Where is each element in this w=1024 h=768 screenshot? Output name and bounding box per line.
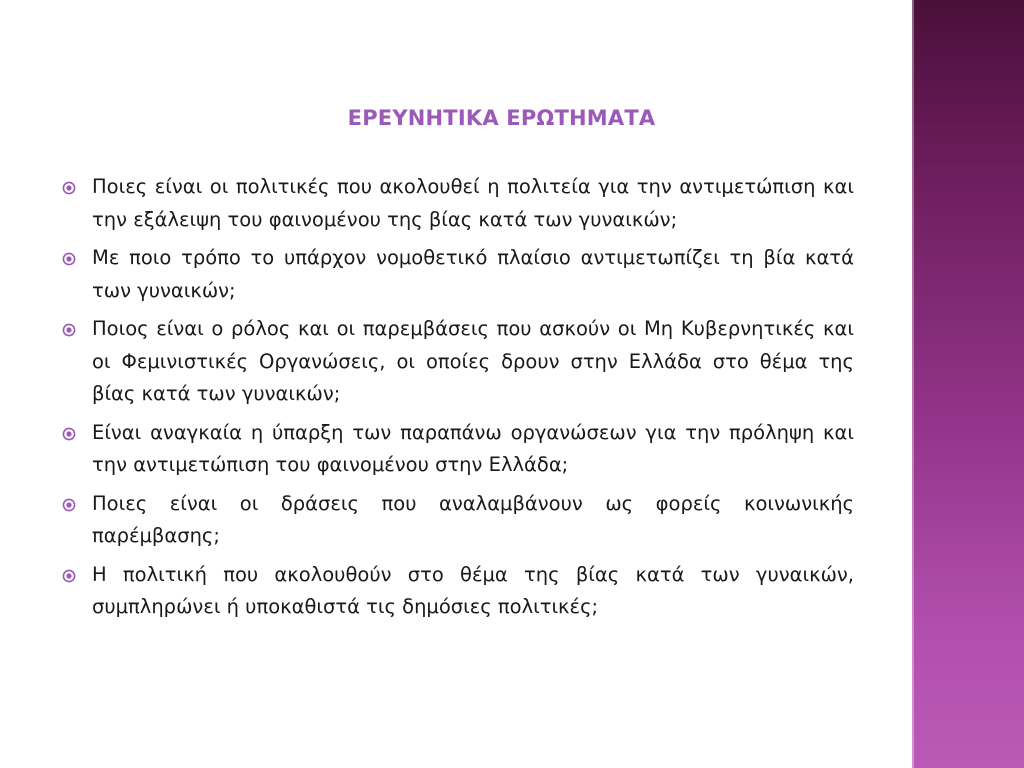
bullet-text: Ποιες είναι οι πολιτικές που ακολουθεί η πολιτεία για την αντιμετώπιση και την εξάλειψη του φαινομένου της βίας κατά των γυναικών; <box>92 175 854 231</box>
bullet-item <box>62 417 854 482</box>
bullet-text: Ποιος είναι ο ρόλος και οι παρεμβάσεις που ασκούν οι Μη Κυβερνητικές και οι Φεμινιστικές Οργανώσεις, οι οποίες δρουν στην Ελλάδα στο θέμα της βίας κατά των γυναικών; <box>92 317 854 405</box>
bullet-item <box>62 313 854 411</box>
bullet-item <box>62 242 854 307</box>
circled-dot-icon <box>62 427 76 441</box>
circled-dot-icon <box>62 498 76 512</box>
bullet-text: Η πολιτική που ακολουθούν στο θέμα της βίας κατά των γυναικών, συμπληρώνει ή υποκαθιστά τις δημόσιες πολιτικές; <box>92 562 854 618</box>
bullet-item <box>62 488 854 553</box>
circled-dot-icon <box>62 323 76 337</box>
bullet-item <box>62 171 854 236</box>
bullet-text: Ποιες είναι οι δράσεις που αναλαμβάνουν ως φορείς κοινωνικής παρέμβασης; <box>92 491 854 547</box>
slide-title: ΕΡΕΥΝΗΤΙΚΑ ΕΡΩΤΗΜΑΤΑ <box>347 106 656 130</box>
circled-dot-icon <box>62 252 76 266</box>
circled-dot-icon <box>62 181 76 195</box>
circled-dot-icon <box>62 569 76 583</box>
bullet-text: Με ποιο τρόπο το υπάρχον νομοθετικό πλαίσιο αντιμετωπίζει τη βία κατά των γυναικών; <box>92 246 854 302</box>
bullet-text: Είναι αναγκαία η ύπαρξη των παραπάνω οργανώσεων για την πρόληψη και την αντιμετώπιση του φαινομένου στην Ελλάδα; <box>92 420 854 476</box>
bullet-list <box>62 171 854 630</box>
bullet-item <box>62 559 854 624</box>
